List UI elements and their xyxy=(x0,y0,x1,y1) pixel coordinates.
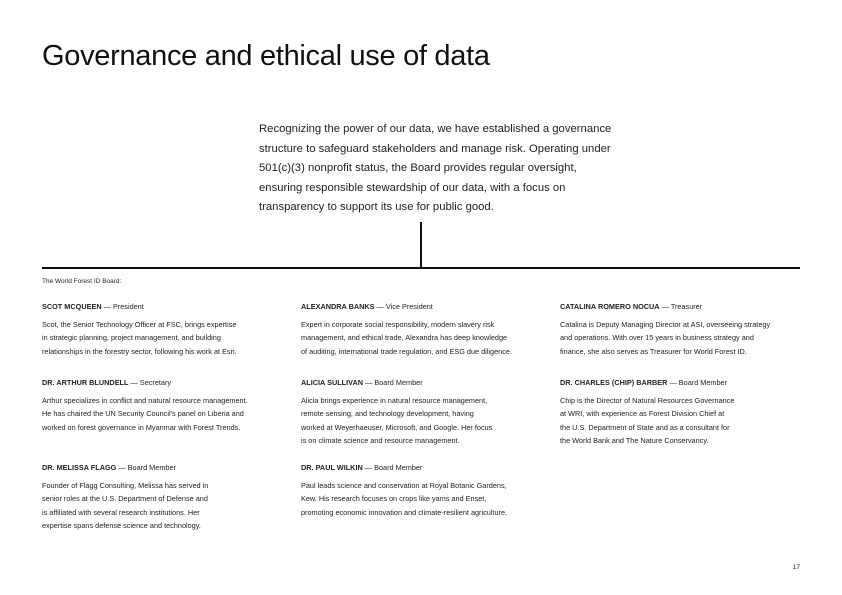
board-label: The World Forest ID Board: xyxy=(42,278,122,285)
member-name: DR. ARTHUR BLUNDELL xyxy=(42,378,129,387)
member-name: CATALINA ROMERO NOCUA xyxy=(560,302,660,311)
member-bio: Scot, the Senior Technology Officer at FSC, brings expertise in strategic planning, project management, and building relationships in the forestry sector, following his work at Esri. xyxy=(42,320,237,356)
board-member-flagg xyxy=(42,461,282,532)
board-member-barber xyxy=(560,376,800,447)
page-title: Governance and ethical use of data xyxy=(42,40,490,72)
member-name: ALICIA SULLIVAN xyxy=(301,378,364,387)
divider-horizontal-line xyxy=(42,267,800,269)
member-name: ALEXANDRA BANKS xyxy=(301,302,375,311)
member-role: — Board Member xyxy=(362,463,423,472)
member-name: DR. PAUL WILKIN xyxy=(301,463,363,472)
member-name: DR. CHARLES (CHIP) BARBER xyxy=(560,378,668,387)
member-name: DR. MELISSA FLAGG xyxy=(42,463,117,472)
connector-vertical-line xyxy=(420,222,422,269)
board-member-sullivan xyxy=(301,376,541,447)
intro-paragraph: Recognizing the power of our data, we have established a governance structure to safeguard stakeholders and manage risk. Operating under 501(c)(3) nonprofit status, the Board provides regular oversight, ensuring responsible stewardship of our data, with a focus on transparency to support its use for public good. xyxy=(259,123,612,213)
member-role: — Board Member xyxy=(116,463,176,472)
board-member-mcqueen xyxy=(42,300,282,358)
member-role: — Secretary xyxy=(128,378,172,387)
page-number: 17 xyxy=(792,564,800,571)
member-bio: Paul leads science and conservation at Royal Botanic Gardens, Kew. His research focuses on crops like yams and Enset, promoting economic innovation and climate-resilient agriculture. xyxy=(301,481,508,517)
member-role: — Treasurer xyxy=(659,302,703,311)
member-bio: Catalina is Deputy Managing Director at ASI, overseeing strategy and operations. With over 15 years in business strategy and finance, she also serves as Treasurer for World Forest ID. xyxy=(560,320,771,356)
board-member-blundell xyxy=(42,376,282,434)
board-member-romero-nocua xyxy=(560,300,800,358)
board-member-wilkin xyxy=(301,461,541,519)
member-name: SCOT MCQUEEN xyxy=(42,302,102,311)
member-role: — Board Member xyxy=(363,378,423,387)
member-bio: Chip is the Director of Natural Resources Governance at WRI, with experience as Forest Division Chief at the U.S. Department of State and as a consultant for the World Bank and The Nature Conservancy. xyxy=(560,396,735,445)
member-role: — Board Member xyxy=(667,378,728,387)
member-role: — Vice President xyxy=(374,302,433,311)
member-role: — President xyxy=(101,302,144,311)
member-bio: Expert in corporate social responsibility, modern slavery risk management, and ethical trade, Alexandra has deep knowledge of auditing, international trade regulation, and ESG due diligence. xyxy=(301,320,512,356)
member-bio: Alicia brings experience in natural resource management, remote sensing, and technology development, having worked at Weyerhaeuser, Microsoft, and Google. Her focus is on climate science and resource management. xyxy=(301,396,493,445)
board-member-banks xyxy=(301,300,541,358)
member-bio: Founder of Flagg Consulting, Melissa has served in senior roles at the U.S. Department of Defense and is affiliated with several research institutions. Her expertise spans defense science and technology. xyxy=(42,481,209,530)
member-bio: Arthur specializes in conflict and natural resource management. He has chaired the UN Security Council’s panel on Liberia and worked on forest governance in Myanmar with Forest Trends. xyxy=(42,396,248,432)
